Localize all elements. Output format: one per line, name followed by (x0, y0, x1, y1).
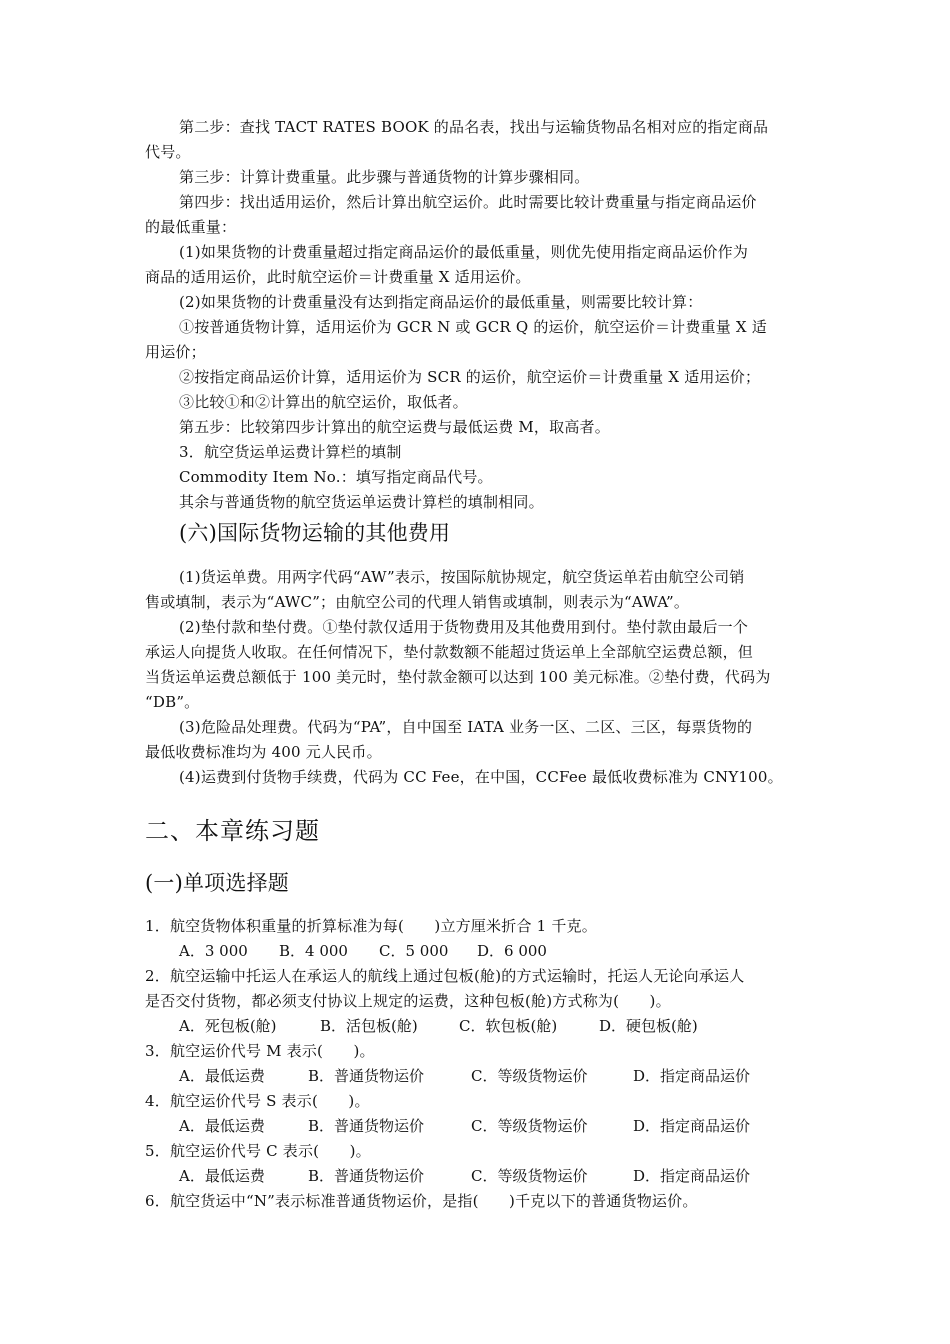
paragraph-fee-pa: (3)危险品处理费。代码为“PA”，自中国至 IATA 业务一区、二区、三区，每票货物的 (179, 718, 753, 736)
paragraph-case2-a-cont: 用运价； (145, 343, 206, 361)
question-2-cont: 是否交付货物，都必须支付协议上规定的运费，这种包板(舱)方式称为( )。 (145, 992, 671, 1010)
paragraph-case2-b: ②按指定商品运价计算，适用运价为 SCR 的运价，航空运价＝计费重量 X 适用运价； (179, 368, 761, 386)
paragraph-step2-cont: 代号。 (145, 143, 191, 161)
option-d: D．指定商品运价 (633, 1167, 751, 1185)
paragraph-case2-c: ③比较①和②计算出的航空运价，取低者。 (179, 393, 468, 411)
paragraph-commodity-item: Commodity Item No.：填写指定商品代号。 (179, 468, 493, 486)
paragraph-fee-db-cont1: 承运人向提货人收取。在任何情况下，垫付款数额不能超过货运单上全部航空运费总额，但 (145, 643, 754, 661)
option-b: B．普通货物运价 (308, 1117, 425, 1135)
option-a: A．3 000 (179, 942, 248, 960)
paragraph-step4-cont: 的最低重量： (145, 218, 237, 236)
question-1: 1．航空货物体积重量的折算标准为每( )立方厘米折合 1 千克。 (145, 917, 597, 935)
subsection-heading-other-fees: (六)国际货物运输的其他费用 (179, 521, 451, 545)
question-5: 5．航空运价代号 C 表示( )。 (145, 1142, 371, 1160)
paragraph-step2: 第二步：查找 TACT RATES BOOK 的品名表，找出与运输货物品名相对应的指定商品 (179, 118, 769, 136)
option-c: C．5 000 (379, 942, 449, 960)
option-d: D．指定商品运价 (633, 1117, 751, 1135)
option-c: C．等级货物运价 (471, 1117, 588, 1135)
option-a: A．死包板(舱) (179, 1017, 277, 1035)
question-4: 4．航空运价代号 S 表示( )。 (145, 1092, 370, 1110)
paragraph-fee-db: (2)垫付款和垫付费。①垫付款仅适用于货物费用及其他费用到付。垫付款由最后一个 (179, 618, 749, 636)
option-c: C．等级货物运价 (471, 1167, 588, 1185)
paragraph-fee-db-cont3: “DB”。 (145, 693, 200, 711)
paragraph-fee-aw-cont: 售或填制，表示为“AWC”；由航空公司的代理人销售或填制，则表示为“AWA”。 (145, 593, 690, 611)
subsection-heading-single-choice: (一)单项选择题 (145, 871, 289, 895)
option-d: D．指定商品运价 (633, 1067, 751, 1085)
paragraph-case1-cont: 商品的适用运价，此时航空运价＝计费重量 X 适用运价。 (145, 268, 531, 286)
option-a: A．最低运费 (179, 1117, 265, 1135)
paragraph-case2-a: ①按普通货物计算，适用运价为 GCR N 或 GCR Q 的运价，航空运价＝计费重量 X 适 (179, 318, 767, 336)
section-heading-exercises: 二、本章练习题 (145, 817, 320, 845)
paragraph-step4: 第四步：找出适用运价，然后计算出航空运价。此时需要比较计费重量与指定商品运价 (179, 193, 757, 211)
option-b: B．4 000 (279, 942, 348, 960)
paragraph-fee-cc: (4)运费到付货物手续费，代码为 CC Fee，在中国，CCFee 最低收费标准为 CNY100。 (179, 768, 783, 786)
paragraph-rest: 其余与普通货物的航空货运单运费计算栏的填制相同。 (179, 493, 544, 511)
paragraph-fee-db-cont2: 当货运单运费总额低于 100 美元时，垫付款金额可以达到 100 美元标准。②垫付费，代码为 (145, 668, 771, 686)
paragraph-case1: (1)如果货物的计费重量超过指定商品运价的最低重量，则优先使用指定商品运价作为 (179, 243, 749, 261)
question-3: 3．航空运价代号 M 表示( )。 (145, 1042, 375, 1060)
option-d: D．硬包板(舱) (599, 1017, 698, 1035)
option-a: A．最低运费 (179, 1167, 265, 1185)
paragraph-step5: 第五步：比较第四步计算出的航空运费与最低运费 M，取高者。 (179, 418, 610, 436)
question-6: 6．航空货运中“N”表示标准普通货物运价，是指( )千克以下的普通货物运价。 (145, 1192, 698, 1210)
paragraph-step3: 第三步：计算计费重量。此步骤与普通货物的计算步骤相同。 (179, 168, 590, 186)
option-b: B．普通货物运价 (308, 1067, 425, 1085)
option-c: C．软包板(舱) (459, 1017, 558, 1035)
paragraph-fee-aw: (1)货运单费。用两字代码“AW”表示，按国际航协规定，航空货运单若由航空公司销 (179, 568, 745, 586)
option-c: C．等级货物运价 (471, 1067, 588, 1085)
option-b: B．活包板(舱) (320, 1017, 418, 1035)
question-2: 2．航空运输中托运人在承运人的航线上通过包板(舱)的方式运输时，托运人无论向承运人 (145, 967, 745, 985)
option-d: D．6 000 (477, 942, 547, 960)
paragraph-fee-pa-cont: 最低收费标准均为 400 元人民币。 (145, 743, 382, 761)
option-b: B．普通货物运价 (308, 1167, 425, 1185)
paragraph-item3: 3．航空货运单运费计算栏的填制 (179, 443, 402, 461)
option-a: A．最低运费 (179, 1067, 265, 1085)
paragraph-case2: (2)如果货物的计费重量没有达到指定商品运价的最低重量，则需要比较计算： (179, 293, 703, 311)
